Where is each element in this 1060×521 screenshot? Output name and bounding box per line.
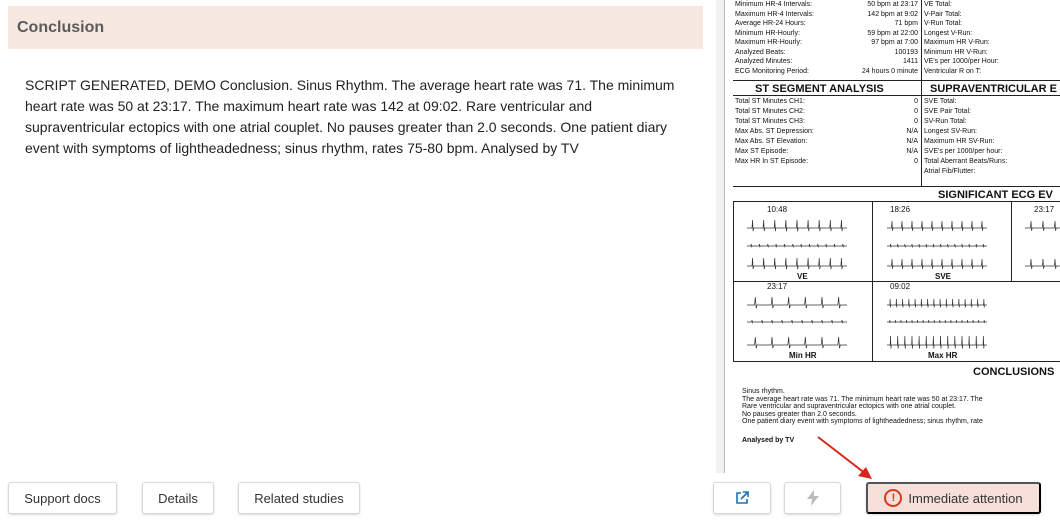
hr-row-value: 97 bpm at 7:00 — [871, 39, 918, 46]
st-row-value: 0 — [914, 158, 918, 165]
strip-time-5: 09:02 — [890, 282, 911, 291]
immediate-attention-label: Immediate attention — [908, 490, 1023, 506]
strip-label-max-hr: Max HR — [928, 351, 958, 360]
strip-label-min-hr: Min HR — [789, 351, 817, 360]
events-title: SIGNIFICANT ECG EV — [938, 189, 1053, 201]
immediate-attention-button[interactable] — [866, 482, 1041, 514]
ve-row-label: VE Total: — [924, 1, 952, 8]
sve-row-label: SVE Pair Total: — [924, 108, 971, 115]
strip-label-sve: SVE — [935, 272, 952, 281]
ecg-trace — [887, 259, 987, 269]
hr-row-value: 24 hours 0 minute — [861, 67, 918, 75]
hr-row-value: 71 bpm — [894, 20, 918, 27]
sve-row-label: Maximum HR SV-Run: — [924, 138, 995, 145]
strip-time-1: 10:48 — [767, 205, 788, 214]
conclusion-text: SCRIPT GENERATED, DEMO Conclusion. Sinus Rhythm. The average heart rate was 71. The minimum heart rate was 50 at 23:17. The maximum heart rate was 142 at 09:02. Rare ventricular and supraventricular ectopics with one atrial couplet. No pauses greater than 2.0 seconds. One patient diary event with symptoms of lightheadedness; sinus rhythm, rates 75-80 bpm. Analysed by TV — [25, 77, 675, 156]
hr-row-value: 100193 — [894, 48, 918, 56]
strip-time-3: 23:17 — [1034, 205, 1055, 214]
details-button[interactable]: Details — [142, 482, 214, 514]
st-row-label: Max Abs. ST Depression: — [735, 128, 814, 135]
ve-row-label: Minimum HR V-Run: — [924, 48, 988, 56]
ecg-trace — [747, 258, 847, 269]
sve-row-label: SVE Total: — [924, 98, 957, 105]
ecg-trace — [747, 337, 847, 348]
ecg-trace — [887, 244, 987, 247]
hr-row-label: Maximum HR-Hourly: — [735, 39, 802, 46]
sve-title: SUPRAVENTRICULAR E — [930, 83, 1057, 95]
sve-row-label: Total Aberrant Beats/Runs: — [924, 158, 1008, 165]
warning-icon: ! — [884, 489, 902, 507]
sve-row-label: Atrial Fib/Flutter: — [924, 168, 976, 175]
ecg-trace — [747, 297, 847, 308]
hr-row-label: Minimum HR-4 Intervals: — [735, 1, 813, 8]
hr-row-label: Maximum HR-4 Intervals: — [735, 10, 814, 18]
st-row-value: 0 — [914, 108, 918, 115]
conclusion-header — [8, 6, 703, 49]
st-row-value: N/A — [906, 148, 918, 155]
ecg-trace — [747, 244, 847, 247]
hr-row-label: Minimum HR-Hourly: — [735, 29, 800, 37]
report-conclusion-line: No pauses greater than 2.0 seconds. — [742, 410, 857, 418]
hr-row-label: ECG Monitoring Period: — [735, 67, 809, 75]
report-conclusion-line: Sinus rhythm. — [742, 388, 785, 395]
hr-row-value: 50 bpm at 23:17 — [867, 1, 918, 8]
report-conclusion-line: Rare ventricular and supraventricular ectopics with one atrial couplet. — [742, 403, 956, 410]
st-row-label: Total ST Minutes CH1: — [735, 98, 805, 105]
support-docs-button[interactable]: Support docs — [8, 482, 117, 514]
ve-row-label: Maximum HR V-Run: — [924, 39, 990, 46]
related-studies-button[interactable]: Related studies — [238, 482, 360, 514]
open-external-button[interactable] — [713, 482, 771, 514]
conclusion-title: Conclusion — [17, 18, 105, 36]
st-row-label: Max ST Episode: — [735, 148, 789, 155]
lightning-icon — [807, 490, 819, 506]
report-conclusion-line: The average heart rate was 71. The minimum heart rate was 50 at 23:17. The — [742, 395, 983, 403]
ecg-trace — [887, 336, 987, 349]
hr-row-label: Average HR-24 Hours: — [735, 20, 806, 27]
st-row-label: Max HR In ST Episode: — [735, 158, 809, 165]
hr-row-label: Analyzed Minutes: — [735, 58, 793, 65]
quick-action-button[interactable] — [784, 482, 841, 514]
st-row-label: Total ST Minutes CH2: — [735, 108, 805, 115]
ecg-trace — [887, 299, 987, 307]
strip-time-4: 23:17 — [767, 282, 788, 291]
ve-row-label: VE's per 1000/per Hour: — [924, 58, 999, 65]
hr-row-value: 1411 — [902, 58, 918, 65]
ecg-trace — [747, 320, 847, 323]
ecg-trace — [887, 221, 987, 231]
report-conclusions-title: CONCLUSIONS — [973, 366, 1055, 378]
ecg-trace — [1025, 259, 1060, 269]
st-row-value: N/A — [906, 128, 918, 135]
report-analysed-by: Analysed by TV — [742, 437, 795, 444]
hr-row-value: 142 bpm at 9:02 — [867, 10, 918, 18]
conclusion-panel — [8, 6, 703, 49]
ve-row-label: Longest V-Run: — [924, 29, 973, 37]
ecg-trace — [1025, 221, 1060, 231]
st-title: ST SEGMENT ANALYSIS — [755, 83, 884, 95]
st-row-value: 0 — [914, 118, 918, 125]
ve-row-label: Ventricular R on T: — [924, 67, 982, 75]
sve-row-label: SVE's per 1000/per hour: — [924, 148, 1003, 155]
report-conclusion-line: One patient diary event with symptoms of lightheadedness; sinus rhythm, rate — [742, 418, 983, 425]
sve-row-label: SV-Run Total: — [924, 118, 967, 125]
sve-row-label: Longest SV-Run: — [924, 128, 977, 135]
st-row-value: N/A — [906, 138, 918, 145]
ecg-trace — [747, 220, 847, 231]
external-link-icon — [735, 491, 749, 505]
st-row-label: Total ST Minutes CH3: — [735, 118, 805, 125]
st-row-label: Max Abs. ST Elevation: — [735, 138, 808, 145]
st-row-value: 0 — [914, 98, 918, 105]
hr-row-label: Analyzed Beats: — [735, 48, 786, 56]
ve-row-label: V-Pair Total: — [924, 10, 962, 18]
ve-row-label: V-Run Total: — [924, 20, 963, 27]
strip-label-ve: VE — [797, 272, 808, 281]
hr-row-value: 59 bpm at 22:00 — [867, 29, 918, 37]
report-preview[interactable] — [724, 0, 1060, 473]
ecg-trace — [887, 320, 987, 323]
strip-time-2: 18:26 — [890, 205, 911, 214]
